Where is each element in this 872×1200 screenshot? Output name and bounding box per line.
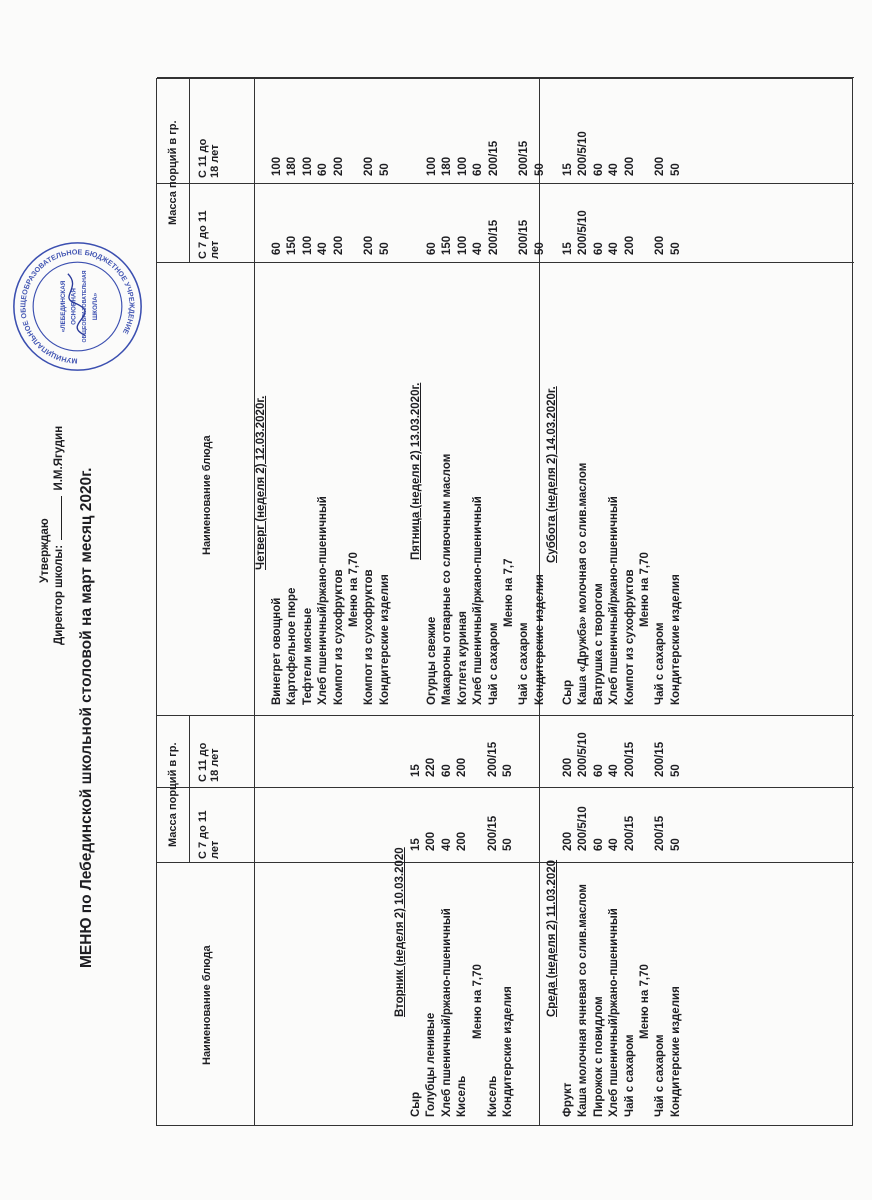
stamp-line-4: ШКОЛА»	[91, 292, 99, 321]
portion-age-11-18: 200/15	[487, 140, 500, 176]
dish-name: Сыр	[410, 1091, 422, 1117]
table-row	[425, 116, 439, 705]
dish-name: Кондитерские изделия	[669, 986, 682, 1117]
table-row	[576, 116, 590, 705]
section-title-thursday: Четверг (неделя 2) 12.03.2020г.	[255, 395, 267, 570]
portion-age-7-11: 50	[533, 242, 546, 255]
section-title-tuesday: Вторник (неделя 2) 10.03.2020	[394, 847, 406, 1017]
stamp-line-1: «ЛЕБЕДИНСКАЯ	[59, 280, 67, 333]
table-row	[440, 116, 454, 705]
portion-age-11-18: 60	[317, 163, 330, 176]
portion-age-7-11: 40	[608, 242, 621, 255]
dish-name: Каша «Дружба» молочная со слив.маслом	[577, 462, 590, 705]
age2-line2: 18 лет	[209, 144, 221, 178]
table-row	[623, 717, 637, 1117]
col-header-name-right: Наименование блюда	[201, 435, 213, 555]
portion-age-11-18: 200	[623, 156, 636, 176]
portion-age-7-11: 100	[456, 235, 469, 255]
portion-age-7-11: 60	[592, 242, 605, 255]
col-header-age2-left	[197, 743, 221, 782]
table-row	[653, 116, 667, 705]
dish-name: Хлеб пшеничный/ржано-пшеничный	[472, 496, 485, 705]
dish-name: Хлеб пшеничный/ржано-пшеничный	[608, 908, 621, 1117]
table-row	[561, 717, 575, 1117]
dish-name: Ватрушка с творогом	[592, 583, 605, 705]
dish-name: Макароны отварные со сливочным маслом	[441, 453, 454, 705]
portion-age-7-11: 200/15	[518, 219, 531, 255]
stamp-ring-text: МУНИЦИПАЛЬНОЕ ОБЩЕОБРАЗОВАТЕЛЬНОЕ БЮДЖЕТНОЕ УЧРЕЖДЕНИЕ	[18, 247, 137, 366]
dish-name: Меню на 7,70	[639, 552, 651, 627]
table-row	[455, 717, 469, 1117]
portion-age-11-18: 200/5/10	[577, 732, 590, 777]
portion-age-11-18: 200	[332, 156, 345, 176]
portion-age-11-18: 50	[669, 764, 682, 777]
portion-age-7-11: 150	[286, 235, 299, 255]
portion-age-11-18: 200	[654, 156, 667, 176]
portion-age-7-11: 50	[502, 838, 515, 851]
portion-age-7-11: 150	[441, 235, 454, 255]
table-row	[576, 717, 590, 1117]
dish-name: Кисель	[456, 1075, 469, 1117]
age2-line1: С 11 до	[197, 742, 209, 782]
table-row	[607, 116, 621, 705]
portion-age-7-11: 40	[608, 838, 621, 851]
age1-line2: лет	[209, 240, 221, 259]
dish-name: Голубцы ленивые	[425, 1012, 438, 1117]
portion-age-7-11: 50	[378, 242, 391, 255]
dish-name: Каша молочная ячневая со слив.маслом	[577, 884, 590, 1117]
dish-name: Чай с сахаром	[518, 622, 531, 705]
table-row	[285, 116, 299, 705]
table-row	[486, 717, 500, 1117]
dish-name: Чай с сахаром	[623, 1034, 636, 1117]
page-title: МЕНЮ по Лебединской школьной столовой на март месяц 2020г.	[78, 467, 95, 968]
portion-age-11-18: 180	[286, 156, 299, 176]
table-row	[501, 717, 515, 1117]
table-row	[638, 717, 652, 1117]
portion-age-7-11: 200/5/10	[577, 210, 590, 255]
portion-age-11-18: 50	[669, 163, 682, 176]
portion-age-7-11: 200/15	[623, 815, 636, 851]
table-row	[316, 116, 330, 705]
table-row	[502, 116, 516, 705]
portion-age-7-11: 60	[426, 242, 438, 255]
table-row	[456, 116, 470, 705]
col-header-age2-right	[197, 139, 221, 178]
table-row	[424, 717, 438, 1117]
director-line	[52, 415, 66, 645]
portion-age-7-11: 15	[410, 838, 422, 851]
portion-age-7-11: 60	[592, 838, 605, 851]
col-header-name-left: Наименование блюда	[201, 945, 213, 1065]
approve-label: Утверждаю	[39, 518, 51, 583]
col-header-age1-left	[197, 810, 221, 859]
age1-line1: С 7 до 11	[197, 210, 209, 259]
portion-age-7-11: 40	[472, 242, 485, 255]
table-row	[487, 116, 501, 705]
portion-age-11-18: 15	[410, 764, 422, 777]
table-row	[471, 717, 485, 1117]
table-row	[362, 116, 376, 705]
portion-age-11-18: 40	[608, 764, 621, 777]
portion-age-7-11: 50	[669, 838, 682, 851]
dish-name: Картофельное пюре	[286, 587, 299, 705]
table-row	[378, 116, 392, 705]
table-row	[301, 116, 315, 705]
dish-name: Кондитерские изделия	[533, 574, 546, 705]
table-row	[347, 116, 361, 705]
dish-name: Кондитерские изделия	[502, 986, 515, 1117]
portion-age-11-18: 200	[562, 757, 574, 777]
table-row	[517, 116, 531, 705]
portion-age-11-18: 200	[363, 156, 376, 176]
portion-age-11-18: 200/15	[623, 741, 636, 777]
dish-name: Меню на 7,70	[471, 964, 484, 1039]
portion-age-7-11: 200	[332, 235, 345, 255]
table-row	[561, 116, 575, 705]
dish-name: Хлеб пшеничный/ржано-пшеничный	[440, 908, 453, 1117]
portion-age-11-18: 15	[562, 163, 574, 176]
section-title-friday: Пятница (неделя 2) 13.03.2020г.	[410, 382, 422, 560]
age2-line2: 18 лет	[209, 748, 221, 782]
dish-name: Тефтели мясные	[301, 607, 314, 705]
age1-line1: С 7 до 11	[197, 810, 209, 859]
section-title-saturday: Суббота (неделя 2) 14.03.2020г.	[546, 386, 558, 563]
portion-age-11-18: 220	[425, 757, 438, 777]
dish-name: Винегрет овощной	[271, 597, 283, 705]
signature-line	[61, 496, 62, 540]
dish-name: Кисель	[487, 1075, 499, 1117]
dish-name: Компот из сухофруктов	[332, 569, 345, 705]
portion-age-11-18: 100	[426, 156, 438, 176]
portion-age-7-11: 200	[562, 831, 574, 851]
col-header-age1-right	[197, 210, 221, 259]
dish-name: Фрукт	[562, 1082, 574, 1117]
table-row	[669, 717, 683, 1117]
director-label: Директор школы:	[53, 544, 65, 645]
portion-age-7-11: 200	[425, 831, 438, 851]
table-row	[270, 116, 284, 705]
dish-name: Кондитерские изделия	[669, 574, 682, 705]
portion-age-11-18: 50	[533, 163, 546, 176]
col-header-mass-right: Масса порций в гр.	[167, 120, 179, 225]
table-row	[440, 717, 454, 1117]
portion-age-7-11: 40	[317, 242, 330, 255]
dish-name: Компот из сухофруктов	[623, 569, 636, 705]
age1-line2: лет	[209, 840, 221, 859]
section-title-wednesday: Среда (неделя 2) 11.03.2020	[546, 859, 558, 1017]
portion-age-11-18: 200	[456, 757, 469, 777]
dish-name: Меню на 7,70	[348, 552, 360, 627]
stamp-line-3: ОБЩЕОБРАЗОВАТЕЛЬНАЯ	[82, 270, 89, 343]
dish-name: Чай с сахаром	[654, 622, 667, 705]
dish-name: Меню на 7,7	[503, 558, 515, 627]
col-header-mass-left: Масса порций в гр.	[167, 742, 179, 847]
portion-age-11-18: 60	[472, 163, 485, 176]
portion-age-11-18: 180	[441, 156, 454, 176]
portion-age-7-11: 200	[654, 235, 667, 255]
portion-age-11-18: 60	[592, 163, 605, 176]
dish-name: Пирожок с повидлом	[592, 996, 605, 1117]
table-row	[653, 717, 667, 1117]
portion-age-7-11: 200/15	[487, 815, 499, 851]
portion-age-7-11: 200/15	[654, 815, 667, 851]
table-row	[592, 717, 606, 1117]
table-row	[332, 116, 346, 705]
dish-name: Меню на 7,70	[639, 964, 651, 1039]
stamp-line-2: ОСНОВНАЯ	[70, 288, 78, 325]
portion-age-7-11: 200/15	[487, 219, 500, 255]
table-row	[409, 717, 423, 1117]
table-row	[623, 116, 637, 705]
portion-age-11-18: 200/15	[518, 140, 531, 176]
dish-name: Огурцы свежие	[426, 616, 438, 705]
portion-age-11-18: 200/15	[654, 741, 667, 777]
portion-age-11-18: 60	[592, 764, 605, 777]
dish-name: Хлеб пшеничный/ржано-пшеничный	[317, 496, 330, 705]
school-stamp-icon	[10, 239, 145, 374]
portion-age-11-18: 100	[271, 156, 283, 176]
dish-name: Котлета куриная	[456, 610, 469, 705]
table-row	[533, 116, 547, 705]
age2-line1: С 11 до	[197, 138, 209, 178]
table-row	[669, 116, 683, 705]
portion-age-11-18: 200/5/10	[577, 131, 590, 176]
dish-name: Чай с сахаром	[487, 622, 500, 705]
portion-age-7-11: 200	[456, 831, 469, 851]
director-name: И.М.Ягудин	[53, 425, 65, 491]
menu-table	[156, 78, 853, 1126]
table-row	[471, 116, 485, 705]
portion-age-11-18: 60	[440, 764, 453, 777]
portion-age-7-11: 60	[271, 242, 283, 255]
portion-age-11-18: 50	[378, 163, 391, 176]
dish-name: Компот из сухофруктов	[363, 569, 376, 705]
dish-name: Кондитерские изделия	[378, 574, 391, 705]
dish-name: Чай с сахаром	[654, 1034, 667, 1117]
portion-age-11-18: 100	[301, 156, 314, 176]
portion-age-7-11: 200	[623, 235, 636, 255]
portion-age-11-18: 100	[456, 156, 469, 176]
portion-age-7-11: 50	[669, 242, 682, 255]
table-row	[592, 116, 606, 705]
portion-age-11-18: 200/15	[487, 741, 499, 777]
portion-age-11-18: 40	[608, 163, 621, 176]
portion-age-7-11: 40	[440, 838, 453, 851]
portion-age-7-11: 200	[363, 235, 376, 255]
dish-name: Сыр	[562, 679, 574, 705]
portion-age-11-18: 50	[502, 764, 515, 777]
table-row	[607, 717, 621, 1117]
portion-age-7-11: 100	[301, 235, 314, 255]
approval-block	[38, 415, 66, 645]
table-row	[638, 116, 652, 705]
portion-age-7-11: 15	[562, 242, 574, 255]
portion-age-7-11: 200/5/10	[577, 806, 590, 851]
dish-name: Хлеб пшеничный/ржано-пшеничный	[608, 496, 621, 705]
